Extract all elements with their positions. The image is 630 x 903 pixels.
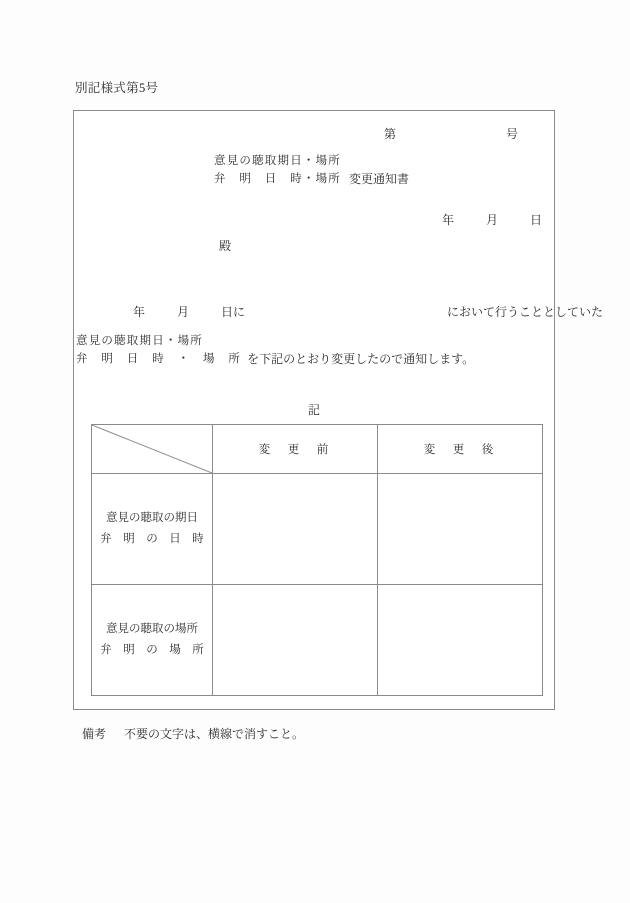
ki-marker: 記	[307, 403, 320, 417]
body-stacked-pair	[76, 333, 241, 369]
table-cell-date-before[interactable]	[213, 474, 378, 585]
body-closing-text: を下記のとおり変更したので通知します。	[247, 351, 475, 366]
issue-date-year: 年	[442, 213, 455, 227]
row-label-lower: 弁 明 の 場 所	[100, 644, 204, 656]
issue-date-line	[442, 211, 542, 228]
addressee-honorific: 殿	[219, 239, 232, 253]
form-box	[73, 110, 604, 710]
change-table	[91, 424, 543, 696]
document-number-prefix: 第	[384, 127, 397, 141]
title-stack-lower: 弁 明 日 時・場所	[214, 172, 341, 185]
document-number-line	[384, 125, 518, 142]
table-header-after: 変 更 後	[378, 425, 543, 474]
body-day: 日に	[221, 305, 246, 319]
document-title	[214, 153, 409, 189]
body-year: 年	[133, 305, 146, 319]
table-cell-place-before[interactable]	[213, 585, 378, 696]
document-number-suffix: 号	[506, 127, 519, 141]
table-cell-place-after[interactable]	[378, 585, 543, 696]
body-line-subject	[74, 333, 474, 369]
title-stack-upper: 意見の聴取期日・場所	[214, 155, 341, 167]
row-label-upper: 意見の聴取の場所	[106, 622, 198, 635]
table-row-label-date	[92, 474, 213, 585]
body-line-tail: において行うこととしていた	[447, 305, 604, 319]
body-line-date	[104, 303, 603, 320]
issue-date-month: 月	[486, 213, 499, 227]
table-row-label-place	[92, 585, 213, 696]
title-stacked-pair	[214, 153, 341, 189]
table-row	[92, 585, 543, 696]
issue-date-day: 日	[530, 213, 543, 227]
remark-note	[82, 725, 304, 742]
diagonal-slash-icon	[92, 425, 212, 473]
body-month: 月	[177, 305, 190, 319]
form-code-label: 別記様式第5号	[75, 81, 159, 95]
row-label-upper: 意見の聴取の期日	[106, 511, 198, 524]
table-cell-date-after[interactable]	[378, 474, 543, 585]
remark-label: 備考	[82, 727, 107, 741]
body-stack-lower: 弁 明 日 時 ・ 場 所	[76, 352, 242, 365]
table-row	[92, 474, 543, 585]
table-header-row	[92, 425, 543, 474]
title-suffix: 変更通知書	[349, 171, 410, 186]
remark-text: 不要の文字は、横線で消すこと。	[124, 727, 305, 741]
table-corner-cell-diagonal	[92, 425, 213, 474]
body-stack-upper: 意見の聴取期日・場所	[76, 335, 203, 347]
table-header-before: 変 更 前	[213, 425, 378, 474]
row-label-lower: 弁 明 の 日 時	[100, 533, 204, 545]
